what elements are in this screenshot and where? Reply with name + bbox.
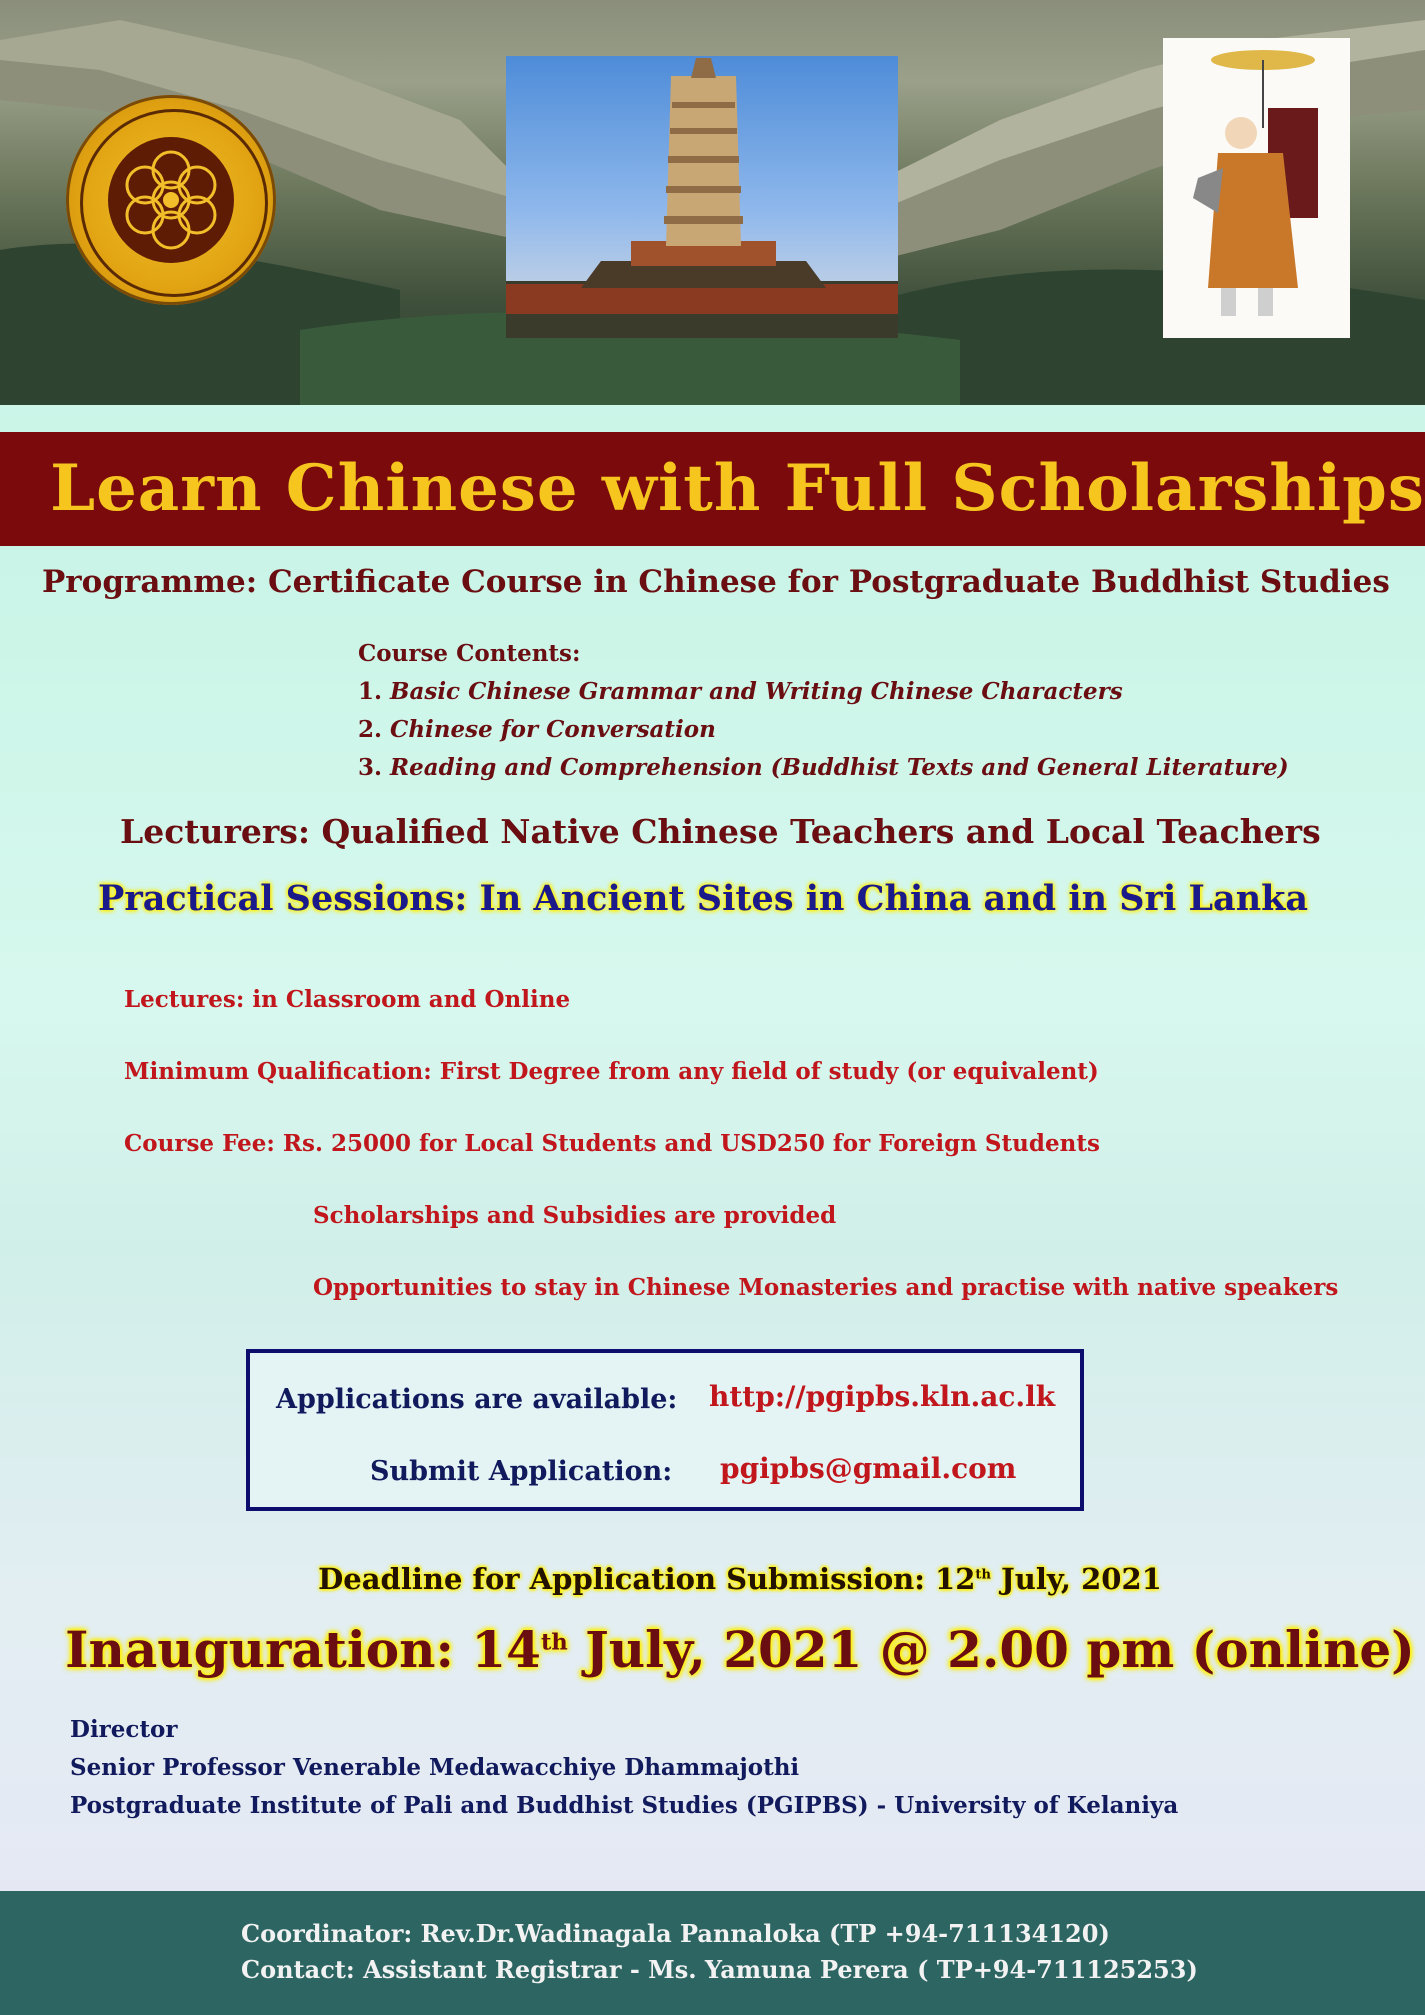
inauguration-date: July, 2021 @ 2.00 pm (online) xyxy=(567,1620,1415,1679)
director-institute: Postgraduate Institute of Pali and Buddhist Studies (PGIPBS) - University of Kelaniya xyxy=(70,1792,1179,1819)
contact-line: Contact: Assistant Registrar - Ms. Yamuna Perera ( TP+94-711125253) xyxy=(241,1955,1198,1984)
programme-line: Programme: Certificate Course in Chinese for Postgraduate Buddhist Studies xyxy=(42,564,1390,600)
item-number: 3. xyxy=(358,754,383,781)
page-title: Learn Chinese with Full Scholarships xyxy=(50,451,1425,526)
coordinator-line: Coordinator: Rev.Dr.Wadinagala Pannaloka (TP +94-711134120) xyxy=(241,1919,1110,1948)
practical-sessions-line: Practical Sessions: In Ancient Sites in China and in Sri Lanka xyxy=(98,878,1309,919)
lecturers-line: Lecturers: Qualified Native Chinese Teachers and Local Teachers xyxy=(120,812,1321,851)
item-text: Reading and Comprehension (Buddhist Texts and General Literature) xyxy=(390,754,1289,781)
director-role: Director xyxy=(70,1716,178,1743)
director-name: Senior Professor Venerable Medawacchiye Dhammajothi xyxy=(70,1754,800,1781)
inauguration-ordinal: th xyxy=(540,1629,568,1656)
application-deadline xyxy=(0,1562,1425,1596)
course-contents-heading: Course Contents: xyxy=(358,640,581,667)
submission-email-link[interactable]: pgipbs@gmail.com xyxy=(720,1452,1017,1485)
course-content-item xyxy=(358,716,716,743)
scholarships-note: Scholarships and Subsidies are provided xyxy=(313,1202,837,1229)
inauguration-line xyxy=(0,1620,1425,1679)
monastery-opportunities: Opportunities to stay in Chinese Monasteries and practise with native speakers xyxy=(313,1274,1339,1301)
course-fee: Course Fee: Rs. 25000 for Local Students and USD250 for Foreign Students xyxy=(124,1130,1100,1157)
deadline-date: July, 2021 xyxy=(990,1562,1162,1596)
item-text: Chinese for Conversation xyxy=(390,716,716,743)
lectures-mode: Lectures: in Classroom and Online xyxy=(124,986,571,1013)
course-content-item xyxy=(358,754,1289,781)
course-content-item xyxy=(358,678,1123,705)
footer-bar xyxy=(0,1891,1425,2015)
monk-icon xyxy=(1163,38,1350,338)
item-text: Basic Chinese Grammar and Writing Chinese Characters xyxy=(390,678,1123,705)
item-number: 1. xyxy=(358,678,383,705)
deadline-ordinal: th xyxy=(975,1567,991,1583)
submit-application-label: Submit Application: xyxy=(370,1456,673,1487)
lotus-icon xyxy=(108,137,234,263)
university-logo-seal xyxy=(66,95,276,305)
minimum-qualification: Minimum Qualification: First Degree from any field of study (or equivalent) xyxy=(124,1058,1099,1085)
title-band xyxy=(0,432,1425,546)
deadline-text: Deadline for Application Submission: 12 xyxy=(318,1562,976,1596)
applications-available-label: Applications are available: xyxy=(276,1384,678,1415)
inauguration-text: Inauguration: 14 xyxy=(65,1620,541,1679)
seal-center xyxy=(108,137,234,263)
applications-url-link[interactable]: http://pgipbs.kln.ac.lk xyxy=(709,1380,1056,1413)
item-number: 2. xyxy=(358,716,383,743)
header-banner xyxy=(0,0,1425,405)
monk-illustration xyxy=(1163,38,1350,338)
pagoda-icon xyxy=(506,56,898,338)
pagoda-photo xyxy=(506,56,898,338)
